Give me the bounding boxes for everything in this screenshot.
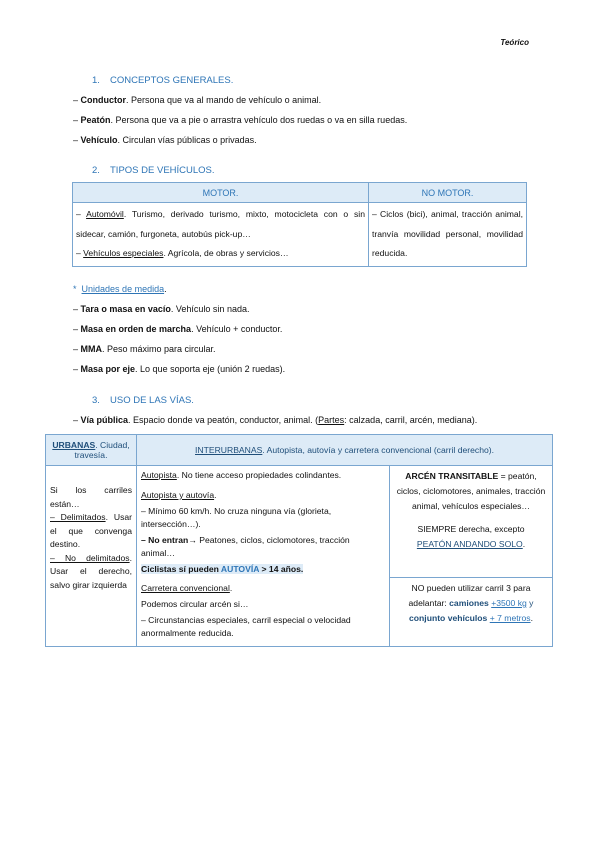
units-heading: * Unidades de medida. [73,284,167,294]
via-publica-definition: – Vía pública. Espacio donde va peatón, conductor, animal. (Partes: calzada, carril, arcén, mediana). [73,415,478,425]
section-title: TIPOS DE VEHÍCULOS. [110,165,215,176]
road-use-table [45,434,553,647]
section-number: 2. [92,165,100,176]
section-2-heading [92,165,215,176]
unit-masa-eje: – Masa por eje. Lo que soporta eje (unión 2 ruedas). [73,364,286,374]
vehicle-types-table [72,182,527,267]
unit-masa-marcha: – Masa en orden de marcha. Vehículo + conductor. [73,324,283,334]
urbanas-header: URBANAS. Ciudad, travesía. [46,435,137,466]
section-title: USO DE LAS VÍAS. [110,395,194,406]
interurbanas-cell: Autopista. No tiene acceso propiedades colindantes. Autopista y autovía. – Mínimo 60 km/h. No cruza ninguna vía (glorieta, intersección…). – No entran→ Peatones, ciclos, ciclomotores, tracción animal… Ciclistas sí pueden AUTOVÍA > 14 años. Carretera convencional. Podemos circular arcén si… – Circunstancias especiales, carril especial o velocidad anormalmente reducida. [137,466,390,647]
interurbanas-header: INTERURBANAS. Autopista, autovía y carretera convencional (carril derecho). [137,435,553,466]
definition-vehiculo: – Vehículo. Circulan vías públicas o privadas. [73,135,257,145]
urbanas-cell: Si los carriles están… – Delimitados. Usar el que convenga destino. – No delimitados. Usar el derecho, salvo girar izquierda [46,466,137,647]
arcen-cell: ARCÉN TRANSITABLE = peatón, ciclos, ciclomotores, animales, tracción animal, vehículos especiales… SIEMPRE derecha, excepto PEATÓN ANDANDO SOLO. [390,466,553,578]
no-motor-cell: – Ciclos (bici), animal, tracción animal, tranvía movilidad personal, movilidad reducida. [369,203,527,267]
section-number: 1. [92,75,100,86]
motor-cell: – Automóvil. Turismo, derivado turismo, mixto, motocicleta con o sin sidecar, camión, furgoneta, autobús pick-up… – Vehículos especiales. Agrícola, de obras y servicios… [73,203,369,267]
section-1-heading [92,75,233,86]
section-title: CONCEPTOS GENERALES. [110,75,234,86]
unit-mma: – MMA. Peso máximo para circular. [73,344,216,354]
col-no-motor: NO MOTOR. [369,183,527,203]
header-tag: Teórico [500,38,529,47]
unit-tara: – Tara o masa en vacío. Vehículo sin nada. [73,304,250,314]
definition-peaton: – Peatón. Persona que va a pie o arrastra vehículo dos ruedas o va en silla ruedas. [73,115,408,125]
col-motor: MOTOR. [73,183,369,203]
definition-conductor: – Conductor. Persona que va al mando de vehículo o animal. [73,95,322,105]
section-number: 3. [92,395,100,406]
carril-3-cell: NO pueden utilizar carril 3 para adelantar: camiones +3500 kg y conjunto vehículos + 7 metros. [390,578,553,647]
section-3-heading [92,395,194,406]
